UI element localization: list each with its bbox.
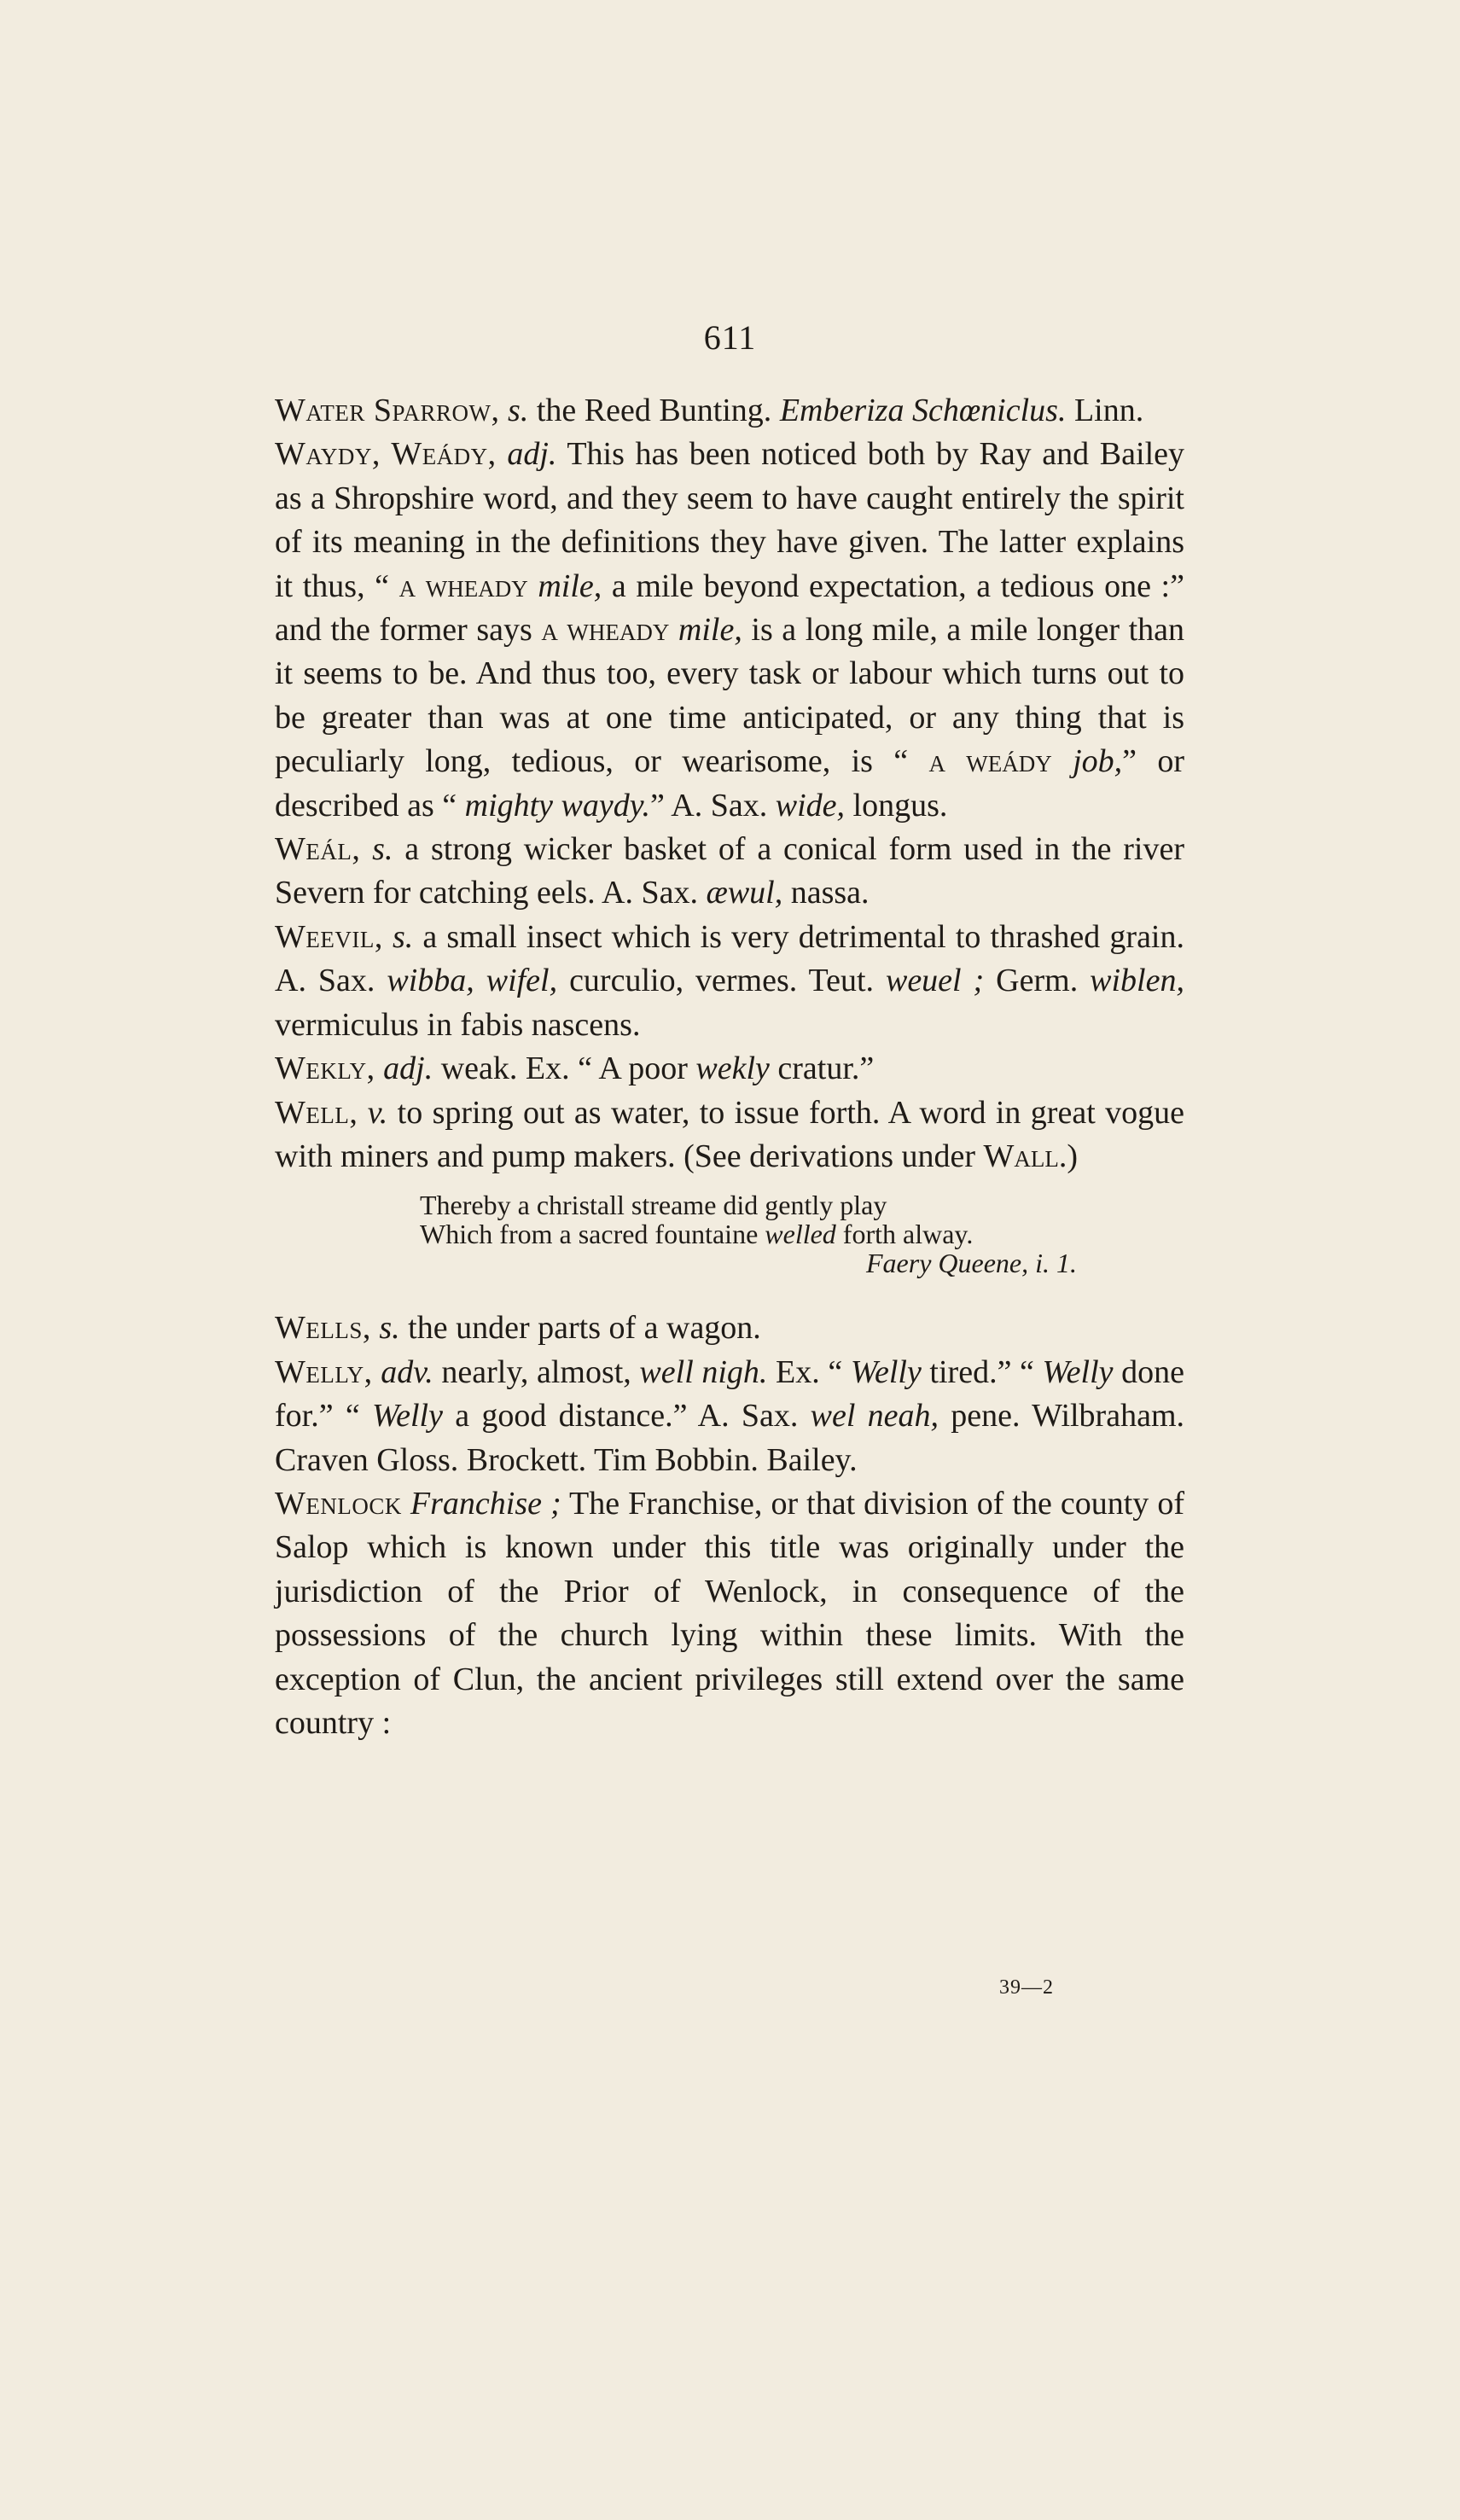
quote-line: Thereby a christall streame did gently play xyxy=(420,1190,887,1221)
entry-italic: wibba, wifel, xyxy=(387,963,558,999)
quote-citation: Faery Queene, i. 1. xyxy=(865,1248,1077,1279)
entry-welly xyxy=(275,1351,1184,1482)
signature-mark: 39—2 xyxy=(999,1976,1054,1999)
entry-italic: job, xyxy=(1051,743,1123,780)
entry-text: Germ. xyxy=(984,963,1091,999)
entry-weevil xyxy=(275,916,1184,1047)
entry-italic: mile, xyxy=(669,612,742,649)
entry-italic: well nigh. xyxy=(639,1353,768,1390)
entry-text: a good distance.” A. Sax. xyxy=(442,1398,811,1435)
quote-line xyxy=(420,1219,1077,1248)
entry-text: to spring out as water, to issue forth. A word in great vogue with miners and pump makers. (See derivations under xyxy=(275,1094,1185,1174)
entry-italic: weuel ; xyxy=(885,963,985,999)
entry-weal xyxy=(275,828,1184,916)
entry-italic: wel neah, xyxy=(810,1398,939,1435)
entry-text: The Franchise, or that division of the county of Salop which is known under this title was originally under the jurisdiction of the Prior of Wenlock, in consequence of the possessions of the church lying within these limits. With the exception of Clun, the ancient privileges still extend over the same country : xyxy=(275,1485,1184,1741)
entry-text: This has been noticed both by Ray and Bailey as a Shropshire word, and they seem to have caught entirely the spirit of its meaning in the definitions they have given. The latter explains it thus, “ xyxy=(275,436,1185,604)
entry-waydy xyxy=(275,433,1184,828)
small-caps-text: Wall xyxy=(983,1138,1059,1174)
headword: Welly, xyxy=(275,1353,373,1390)
part-of-speech: s. xyxy=(392,918,414,955)
quote-text: forth alway. xyxy=(835,1219,974,1250)
entry-italic: Welly xyxy=(850,1353,922,1390)
entry-wenlock xyxy=(275,1482,1184,1745)
part-of-speech: s. xyxy=(379,1310,400,1347)
entry-text: a small insect which is very detrimental to thrashed grain. A. Sax. xyxy=(275,918,1184,999)
headword: Wekly, xyxy=(275,1050,375,1087)
entry-italic: wide, xyxy=(775,787,846,824)
entry-text: done for.” “ xyxy=(275,1353,1185,1435)
entry-text: a mile beyond expectation, a tedious one :” and the former says xyxy=(275,567,1184,649)
entry-italic: æwul, xyxy=(706,875,783,911)
entry-water-sparrow xyxy=(275,389,1184,433)
entry-text: Linn. xyxy=(1066,393,1144,428)
entry-italic: mile, xyxy=(527,567,602,604)
quote-italic: welled xyxy=(765,1219,836,1250)
entry-text: cratur.” xyxy=(769,1050,875,1087)
entry-italic: wiblen, xyxy=(1090,963,1184,999)
part-of-speech: adj. xyxy=(507,436,557,473)
entry-text: nassa. xyxy=(782,875,870,911)
part-of-speech: adj. xyxy=(383,1050,433,1087)
entry-text: pene. Wilbraham. Craven Gloss. Brockett. Tim Bobbin. Bailey. xyxy=(275,1398,1184,1478)
entry-text: a strong wicker basket of a conical form used in the river Severn for catching eels. A. Sax. xyxy=(275,831,1184,911)
entry-text: curculio, vermes. Teut. xyxy=(557,963,886,999)
entry-text: ” or described as “ xyxy=(275,743,1184,824)
headword: Weál, xyxy=(275,831,361,868)
entry-text: longus. xyxy=(845,787,948,824)
small-caps-text: a wheady xyxy=(541,612,670,649)
headword: Well, xyxy=(275,1094,358,1131)
entry-text: ” A. Sax. xyxy=(650,787,776,824)
part-of-speech: s. xyxy=(508,393,529,428)
entry-well xyxy=(275,1091,1184,1179)
headword: Wenlock xyxy=(275,1485,402,1522)
entry-italic: Emberiza Schœniclus. xyxy=(779,393,1067,428)
entry-wells xyxy=(275,1307,1184,1350)
entry-text: the Reed Bunting. xyxy=(528,393,780,428)
quote-text: Which from a sacred fountaine xyxy=(420,1219,765,1250)
entry-italic: Franchise ; xyxy=(401,1485,561,1522)
entry-text: tired.” “ xyxy=(921,1353,1043,1390)
entry-italic: Welly xyxy=(371,1398,443,1435)
entry-text: is a long mile, a mile longer than it seems to be. And thus too, every task or labour which turns out to be greater than was at one time anticipated, or any thing that is peculiarly long, tedious, or wearisome, is “ xyxy=(275,612,1184,780)
verse-quotation xyxy=(420,1190,1077,1277)
entry-text: .) xyxy=(1058,1138,1079,1174)
entry-text: weak. Ex. “ A poor xyxy=(433,1050,696,1087)
part-of-speech: s. xyxy=(372,831,393,868)
part-of-speech: v. xyxy=(367,1094,388,1131)
page-number: 611 xyxy=(703,318,757,357)
entry-italic: mighty waydy. xyxy=(464,787,651,824)
headword: Water Sparrow, xyxy=(275,393,500,428)
headword: Weevil, xyxy=(275,918,383,955)
headword: Wells, xyxy=(275,1310,371,1347)
headword: Waydy, Weády, xyxy=(275,436,497,473)
entry-text: nearly, almost, xyxy=(433,1353,640,1390)
entry-text: vermiculus in fabis nascens. xyxy=(275,1006,641,1043)
small-caps-text: a wheady xyxy=(398,567,528,604)
entry-italic: wekly xyxy=(695,1050,770,1087)
part-of-speech: adv. xyxy=(381,1353,433,1390)
dictionary-entries xyxy=(275,389,1184,1745)
entry-text: the under parts of a wagon. xyxy=(399,1310,761,1347)
entry-wekly xyxy=(275,1047,1184,1091)
entry-text: Ex. “ xyxy=(767,1353,851,1390)
small-caps-text: a weády xyxy=(928,743,1052,780)
entry-italic: Welly xyxy=(1042,1353,1114,1390)
